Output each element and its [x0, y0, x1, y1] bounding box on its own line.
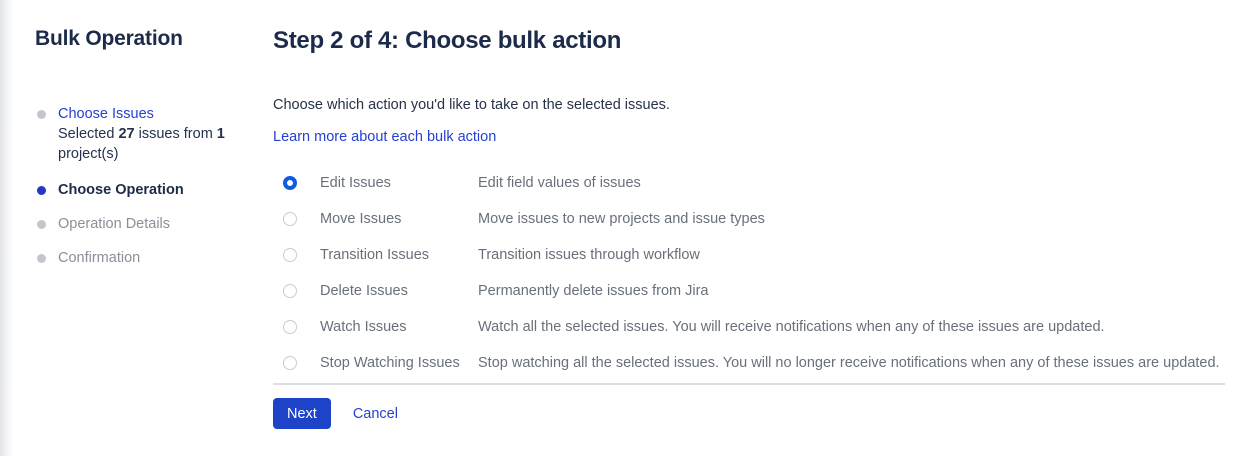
step-bullet-icon — [37, 220, 46, 229]
option-row-transition-issues[interactable] — [273, 237, 1225, 273]
intro-text: Choose which action you'd like to take on the selected issues. — [273, 97, 670, 113]
selected-issues-summary: Selected 27 issues from 1 project(s) — [58, 126, 225, 162]
option-row-edit-issues[interactable] — [273, 165, 1225, 201]
radio-3[interactable] — [283, 284, 297, 298]
option-row-watch-issues[interactable] — [273, 309, 1225, 345]
option-description: Move issues to new projects and issue types — [478, 211, 765, 227]
option-row-stop-watching-issues[interactable] — [273, 345, 1225, 381]
sidebar-step-label: Confirmation — [58, 250, 141, 266]
option-description: Watch all the selected issues. You will receive notifications when any of these issues are updated. — [478, 319, 1105, 335]
wizard-main-panel — [273, 0, 1249, 429]
option-row-move-issues[interactable] — [273, 201, 1225, 237]
option-row-delete-issues[interactable] — [273, 273, 1225, 309]
sidebar-step-choose-issues — [35, 104, 273, 164]
wizard-sidebar — [35, 0, 273, 429]
cancel-link[interactable]: Cancel — [352, 405, 398, 422]
radio-5[interactable] — [283, 356, 297, 370]
step-bullet-icon — [37, 110, 46, 119]
sidebar-step-label: Choose Operation — [58, 182, 184, 198]
radio-2[interactable] — [283, 248, 297, 262]
sidebar-step-label: Operation Details — [58, 216, 171, 232]
option-label[interactable]: Watch Issues — [320, 319, 407, 335]
option-label[interactable]: Stop Watching Issues — [320, 355, 460, 371]
footer-divider — [273, 383, 1225, 385]
step-bullet-icon — [37, 186, 46, 195]
option-label[interactable]: Transition Issues — [320, 247, 430, 263]
step-heading: Step 2 of 4: Choose bulk action — [273, 27, 622, 54]
option-description: Edit field values of issues — [478, 175, 641, 191]
radio-4[interactable] — [283, 320, 297, 334]
option-description: Stop watching all the selected issues. You will no longer receive notifications when any of these issues are updated. — [478, 355, 1220, 371]
option-description: Transition issues through workflow — [478, 247, 700, 263]
sidebar-step-link-choose-issues[interactable]: Choose Issues — [58, 106, 154, 122]
next-button[interactable]: Next — [273, 398, 331, 429]
option-label[interactable]: Delete Issues — [320, 283, 408, 299]
option-label[interactable]: Move Issues — [320, 211, 402, 227]
sidebar-step-confirmation — [35, 248, 273, 268]
option-description: Permanently delete issues from Jira — [478, 283, 709, 299]
sidebar-step-choose-operation — [35, 180, 273, 200]
issue-count: 27 — [118, 126, 135, 142]
option-label[interactable]: Edit Issues — [320, 175, 391, 191]
wizard-step-list — [35, 104, 273, 268]
radio-0[interactable] — [283, 176, 297, 190]
project-count: 1 — [216, 126, 225, 142]
wizard-actions — [273, 398, 1225, 429]
radio-1[interactable] — [283, 212, 297, 226]
bulk-action-options — [273, 165, 1225, 381]
page-title: Bulk Operation — [35, 27, 183, 50]
sidebar-step-operation-details — [35, 214, 273, 234]
learn-more-link[interactable]: Learn more about each bulk action — [273, 129, 497, 145]
step-bullet-icon — [37, 254, 46, 263]
